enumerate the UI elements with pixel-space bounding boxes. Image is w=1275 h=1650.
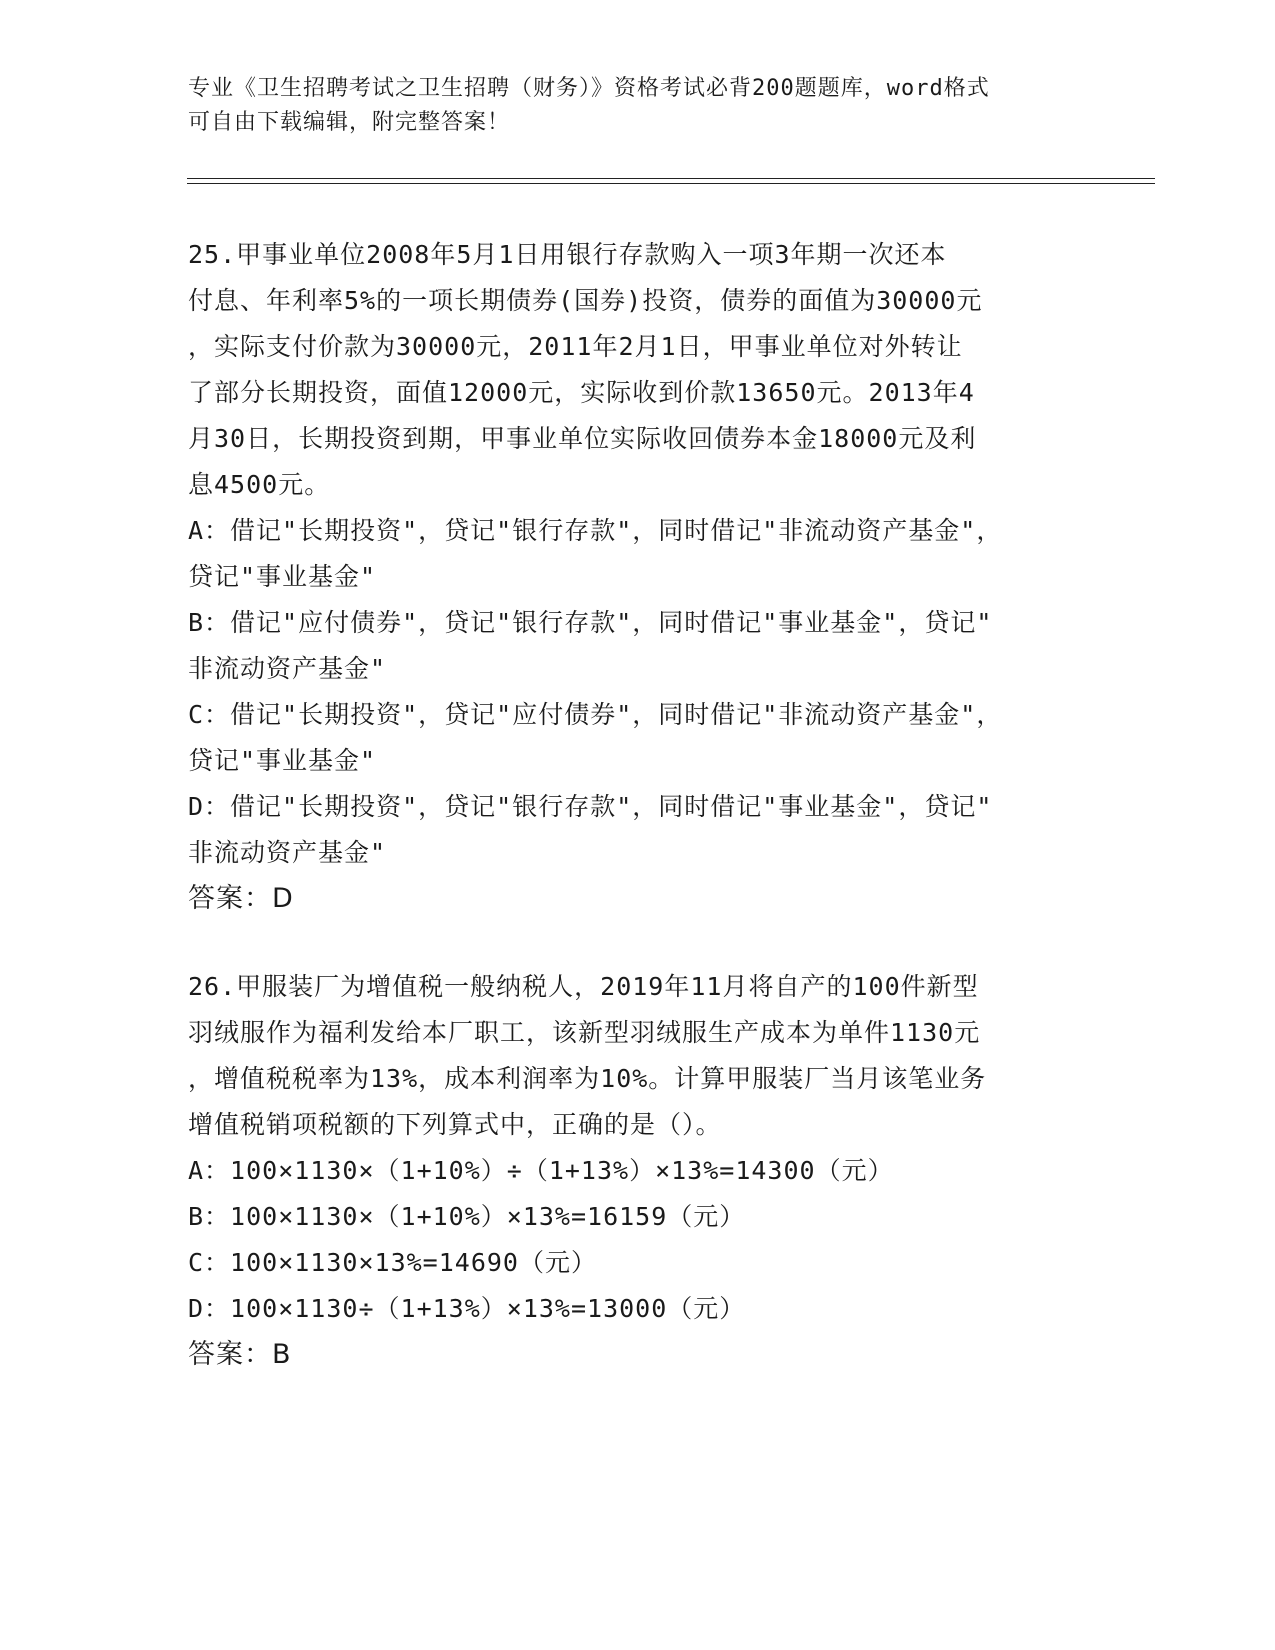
option-d-line: 非流动资产基金" — [188, 838, 387, 867]
question-stem-line: 增值税销项税额的下列算式中，正确的是（）。 — [188, 1110, 722, 1139]
option-c-line: C：100×1130×13%=14690（元） — [188, 1248, 597, 1277]
option-c-line: 贷记"事业基金" — [188, 746, 377, 775]
question-stem-line: ，实际支付价款为30000元，2011年2月1日，甲事业单位对外转让 — [188, 332, 963, 361]
option-b-line: B：借记"应付债券"，贷记"银行存款"，同时借记"事业基金"，贷记" — [188, 608, 993, 637]
question-25 — [188, 232, 1088, 922]
option-b-line: 非流动资产基金" — [188, 654, 387, 683]
option-d-line: D：100×1130÷（1+13%）×13%=13000（元） — [188, 1294, 746, 1323]
question-stem-line: 月30日，长期投资到期，甲事业单位实际收回债券本金18000元及利 — [188, 424, 977, 453]
document-header — [188, 72, 1088, 140]
option-a-line: 贷记"事业基金" — [188, 562, 377, 591]
option-c-line: C：借记"长期投资"，贷记"应付债券"，同时借记"非流动资产基金"， — [188, 700, 1003, 729]
header-line-2: 可自由下载编辑，附完整答案！ — [188, 110, 511, 135]
question-stem-line: ，增值税税率为13%，成本利润率为10%。计算甲服装厂当月该笔业务 — [188, 1064, 987, 1093]
header-divider — [187, 178, 1155, 184]
question-26 — [188, 964, 1088, 1378]
option-a-line: A：100×1130×（1+10%）÷（1+13%）×13%=14300（元） — [188, 1156, 894, 1185]
answer-label: 答案：B — [188, 1339, 292, 1370]
option-a-line: A：借记"长期投资"，贷记"银行存款"，同时借记"非流动资产基金"， — [188, 516, 1003, 545]
question-stem-line: 息4500元。 — [188, 470, 331, 499]
question-stem-line: 付息、年利率5%的一项长期债券(国券)投资，债券的面值为30000元 — [188, 286, 983, 315]
question-stem-line: 25.甲事业单位2008年5月1日用银行存款购入一项3年期一次还本 — [188, 240, 947, 269]
header-line-1: 专业《卫生招聘考试之卫生招聘（财务）》资格考试必背200题题库，word格式 — [188, 76, 990, 101]
option-d-line: D：借记"长期投资"，贷记"银行存款"，同时借记"事业基金"，贷记" — [188, 792, 993, 821]
question-stem-line: 26.甲服装厂为增值税一般纳税人，2019年11月将自产的100件新型 — [188, 972, 979, 1001]
question-stem-line: 羽绒服作为福利发给本厂职工，该新型羽绒服生产成本为单件1130元 — [188, 1018, 981, 1047]
option-b-line: B：100×1130×（1+10%）×13%=16159（元） — [188, 1202, 746, 1231]
question-stem-line: 了部分长期投资，面值12000元，实际收到价款13650元。2013年4 — [188, 378, 975, 407]
answer-label: 答案：D — [188, 883, 294, 914]
